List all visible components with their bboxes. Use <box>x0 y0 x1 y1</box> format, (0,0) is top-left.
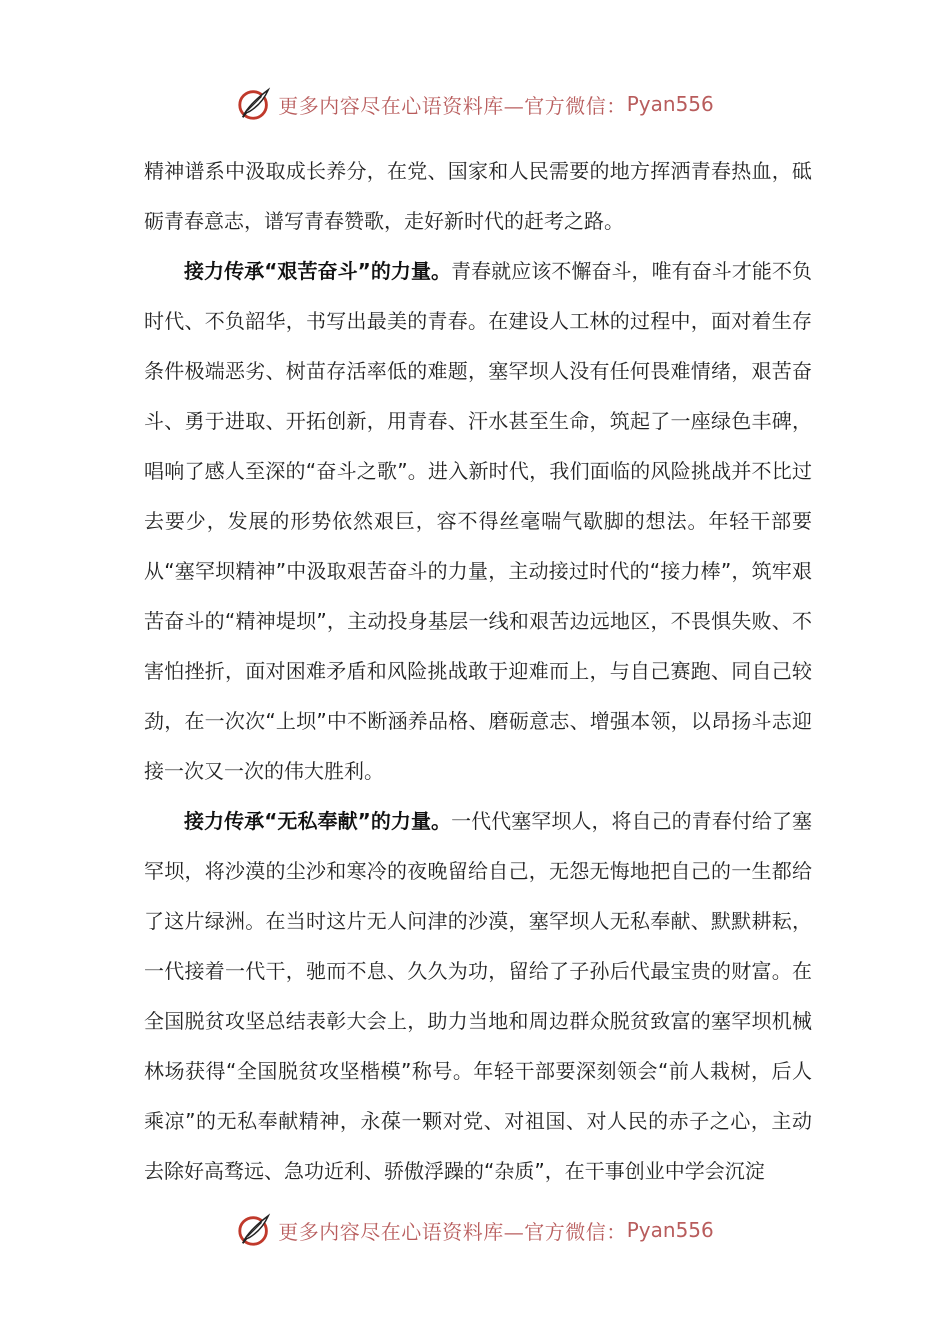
quill-logo-icon <box>236 1211 274 1249</box>
paragraph-text: 一代代塞罕坝人，将自己的青春付给了塞罕坝，将沙漠的尘沙和寒冷的夜晚留给自己，无怨无悔地把自己的一生都给了这片绿洲。在当时这片无人问津的沙漠，塞罕坝人无私奉献、默默耕耘，一代接着一代干，驰而不息、久久为功，留给了子孙后代最宝贵的财富。在全国脱贫攻坚总结表彰大会上，助力当地和周边群众脱贫致富的塞罕坝机械林场获得“全国脱贫攻坚楷模”称号。年轻干部要深刻领会“前人栽树，后人乘凉”的无私奉献精神，永葆一颗对党、对祖国、对人民的赤子之心，主动去除好高骛远、急功近利、骄傲浮躁的“杂质”，在干事创业中学会沉淀 <box>144 809 812 1183</box>
header-banner <box>0 82 950 126</box>
paragraph-hardship <box>144 246 812 796</box>
paragraph-dedication <box>144 796 812 1196</box>
paragraph-text: 精神谱系中汲取成长养分，在党、国家和人民需要的地方挥洒青春热血，砥砺青春意志，谱写青春赞歌，走好新时代的赶考之路。 <box>144 159 812 233</box>
footer-wechat-id: Pyan556 <box>626 1218 714 1242</box>
header-text: 更多内容尽在心语资料库—官方微信： <box>278 93 627 118</box>
paragraph-text: 青春就应该不懈奋斗，唯有奋斗才能不负时代、不负韶华，书写出最美的青春。在建设人工林的过程中，面对着生存条件极端恶劣、树苗存活率低的难题，塞罕坝人没有任何畏难情绪，艰苦奋斗、勇于进取、开拓创新，用青春、汗水甚至生命，筑起了一座绿色丰碑，唱响了感人至深的“奋斗之歌”。进入新时代，我们面临的风险挑战并不比过去要少，发展的形势依然艰巨，容不得丝毫喘气歇脚的想法。年轻干部要从“塞罕坝精神”中汲取艰苦奋斗的力量，主动接过时代的“接力棒”，筑牢艰苦奋斗的“精神堤坝”，主动投身基层一线和艰苦边远地区，不畏惧失败、不害怕挫折，面对困难矛盾和风险挑战敢于迎难而上，与自己赛跑、同自己较劲，在一次次“上坝”中不断涵养品格、磨砺意志、增强本领，以昂扬斗志迎接一次又一次的伟大胜利。 <box>144 259 812 783</box>
paragraph-heading: 接力传承“艰苦奋斗”的力量。 <box>184 259 452 283</box>
header-wechat-id: Pyan556 <box>626 92 714 116</box>
footer-text: 更多内容尽在心语资料库—官方微信： <box>278 1219 627 1244</box>
footer-banner <box>0 1208 950 1252</box>
paragraph-heading: 接力传承“无私奉献”的力量。 <box>184 809 452 833</box>
document-body <box>144 146 812 1196</box>
quill-logo-icon <box>236 85 274 123</box>
paragraph-continuation <box>144 146 812 246</box>
